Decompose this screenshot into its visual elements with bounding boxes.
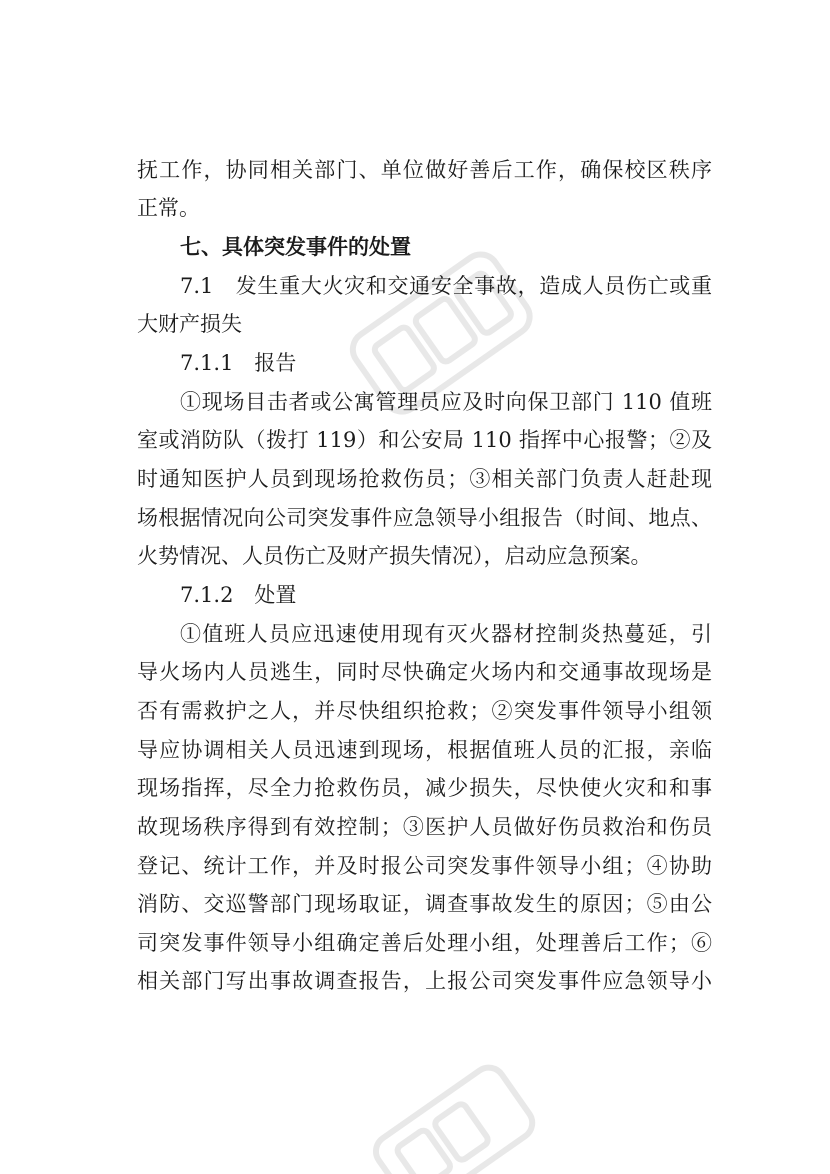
item-7-1-2-body-line: 司突发事件领导小组确定善后处理小组，处理善后工作；⑥ [137,930,712,955]
item-7-1-2-body-line: 现场指挥，尽全力抢救伤员，减少损失，尽快使火灾和和事 [137,776,712,801]
item-7-1-1-body-line: 时通知医护人员到现场抢救伤员；③相关部门负责人赶赴现 [137,466,712,491]
item-7-1-heading-line: 大财产损失 [137,312,242,337]
item-7-1-2-body-line: 否有需救护之人，并尽快组织抢救；②突发事件领导小组领 [137,698,712,723]
item-7-1-2-body-line: 故现场秩序得到有效控制；③医护人员做好伤员救治和伤员 [137,814,712,839]
item-7-1-1-body-line: ①现场目击者或公寓管理员应及时向保卫部门 110 值班 [180,389,712,414]
item-7-1-1-body-line: 室或消防队（拨打 119）和公安局 110 指挥中心报警；②及 [137,428,712,453]
item-7-1-2-body-line: 导应协调相关人员迅速到现场，根据值班人员的汇报，亲临 [137,737,712,762]
section-heading: 七、具体突发事件的处置 [180,234,411,259]
item-7-1-2-body-line: 消防、交巡警部门现场取证，调查事故发生的原因；⑤由公 [137,892,712,917]
item-7-1-heading-line: 7.1 发生重大火灾和交通安全事故，造成人员伤亡或重 [180,273,712,298]
item-7-1-2-heading: 7.1.2 处置 [180,582,297,607]
item-7-1-2-body-line: ①值班人员应迅速使用现有灭火器材控制炎热蔓延，引 [180,621,712,646]
body-text [0,151,830,1001]
paragraph-line: 正常。 [137,196,200,221]
item-7-1-1-heading: 7.1.1 报告 [180,350,297,375]
item-7-1-2-body-line: 登记、统计工作，并及时报公司突发事件领导小组；④协助 [137,853,712,878]
item-7-1-1-body-line: 火势情况、人员伤亡及财产损失情况），启动应急预案。 [137,544,652,569]
item-7-1-2-body-line: 导火场内人员逃生，同时尽快确定火场内和交通事故现场是 [137,660,712,685]
paragraph-line: 抚工作，协同相关部门、单位做好善后工作，确保校区秩序 [137,157,712,182]
item-7-1-2-body-line: 相关部门写出事故调查报告，上报公司突发事件应急领导小 [137,969,712,994]
item-7-1-1-body-line: 场根据情况向公司突发事件应急领导小组报告（时间、地点、 [137,505,712,530]
